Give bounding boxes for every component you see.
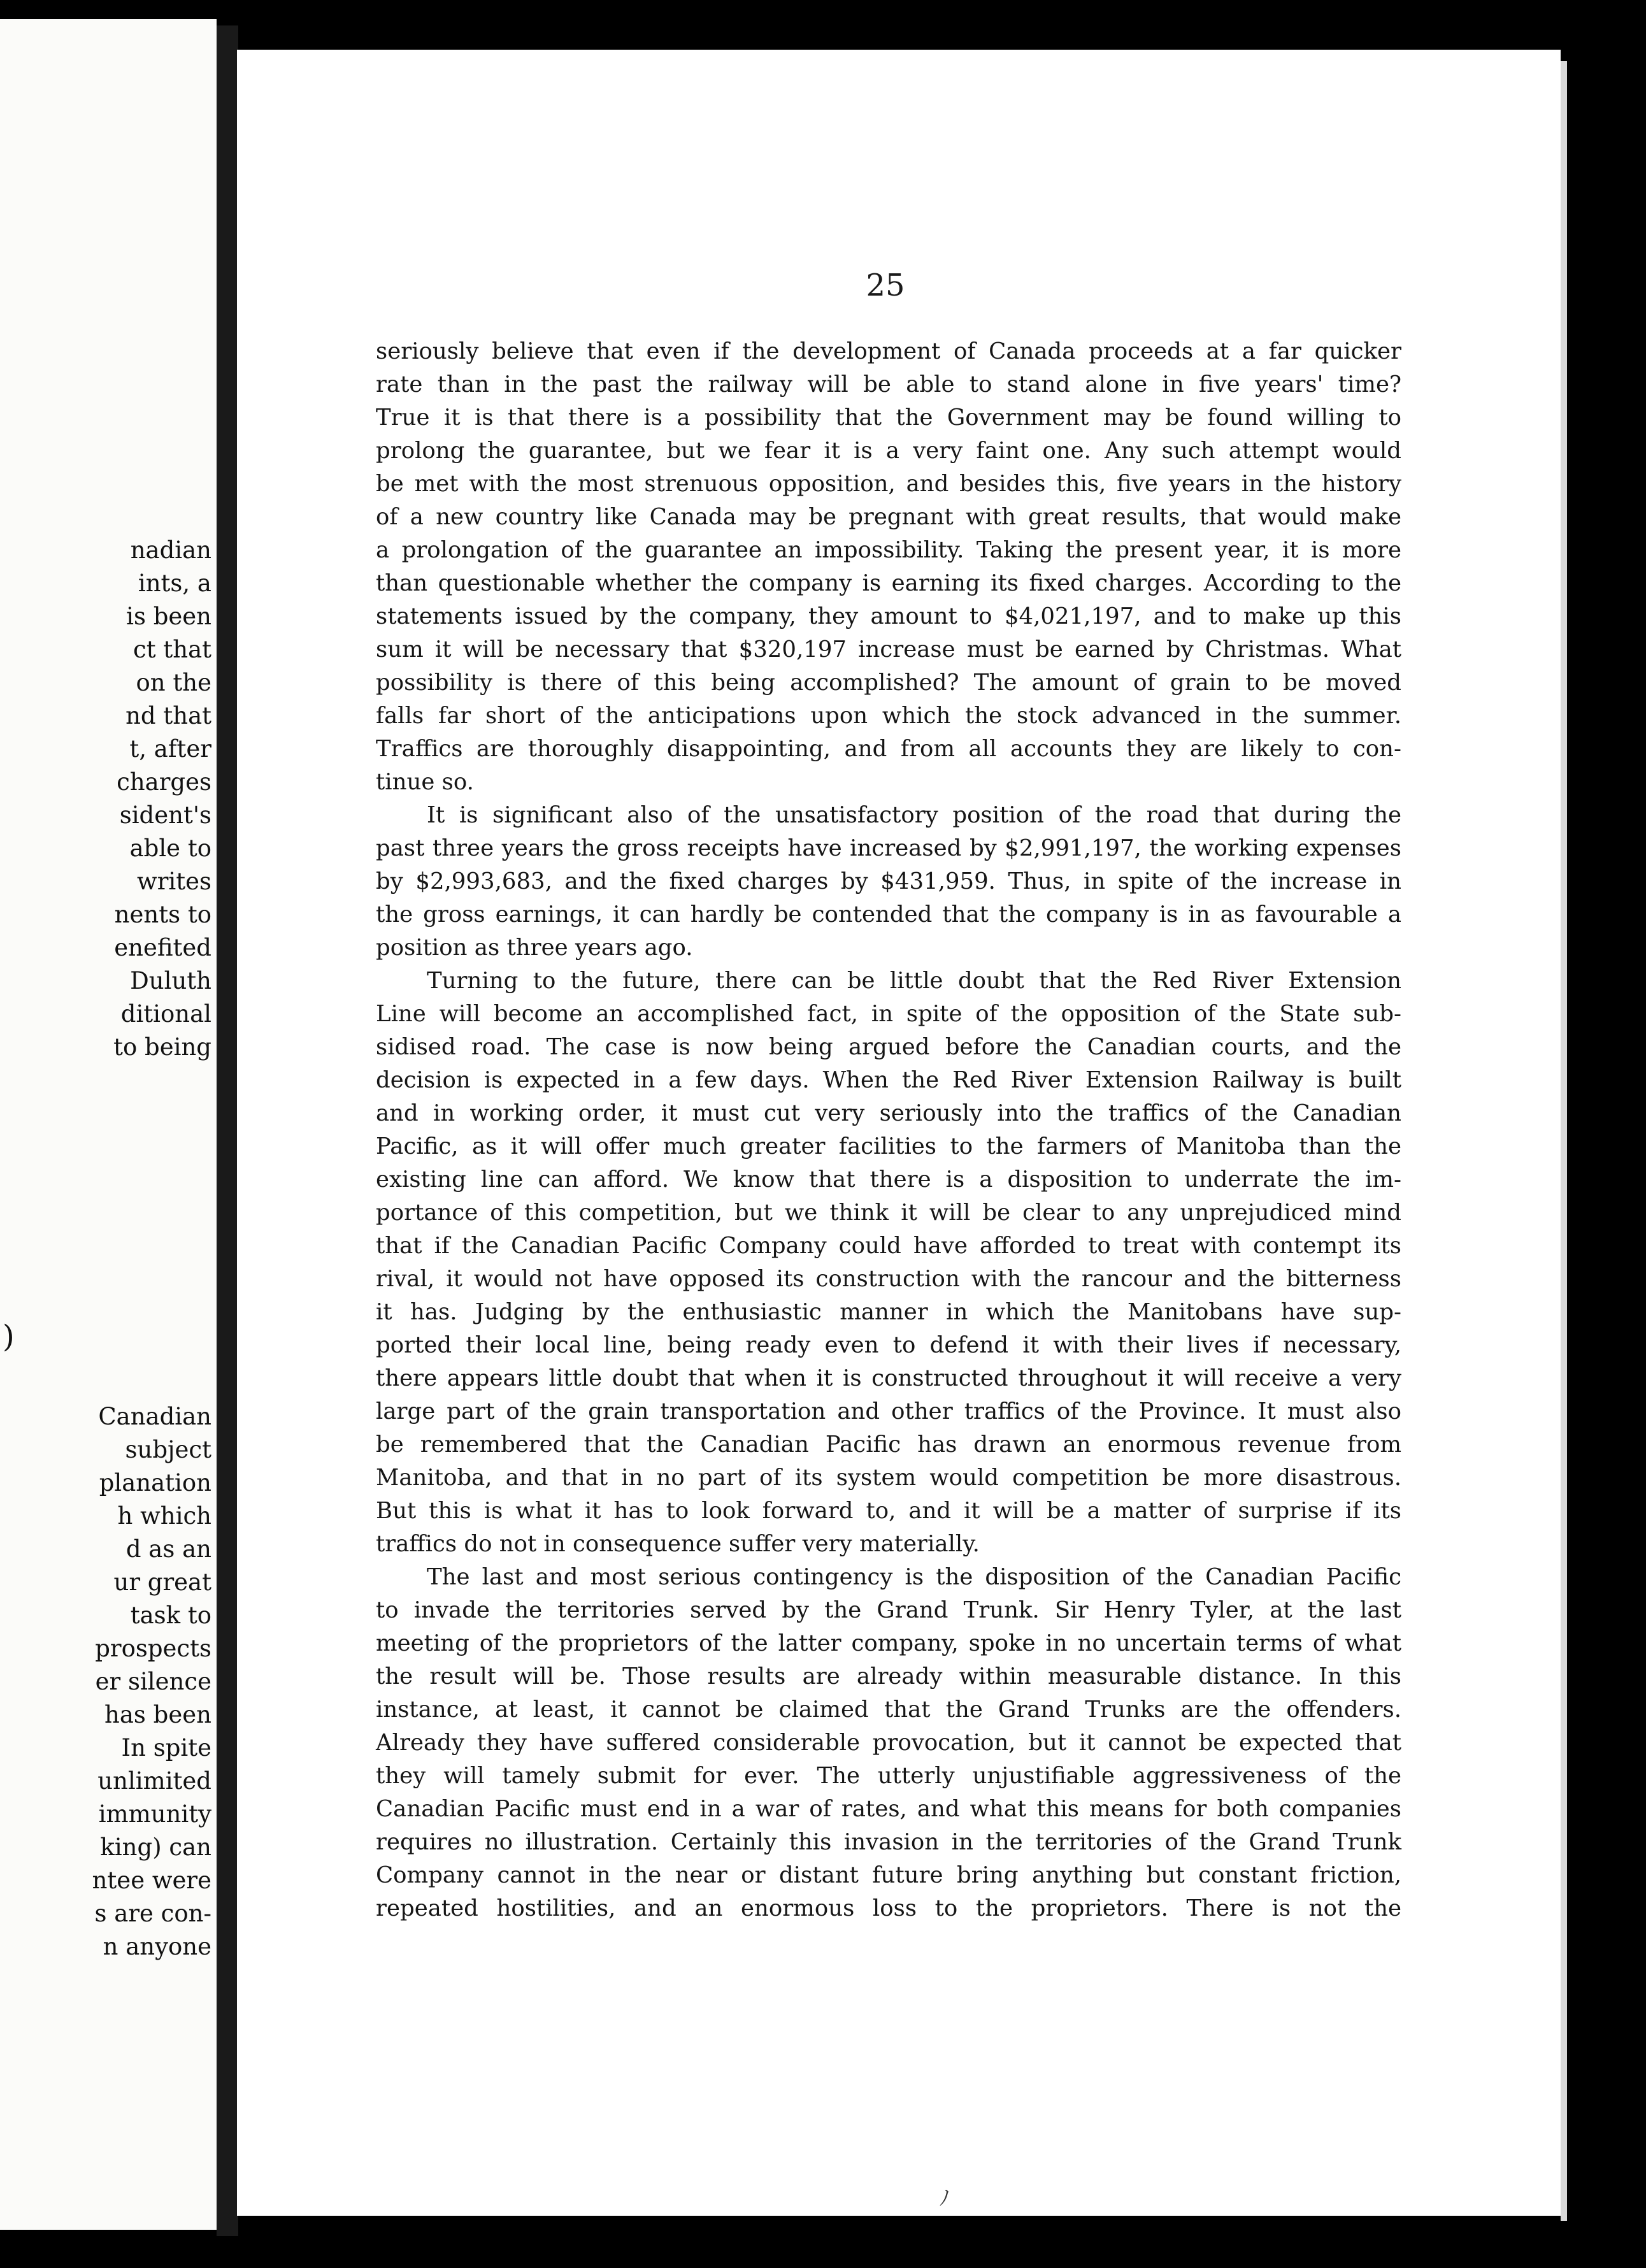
text-line: requires no illustration. Certainly this invasion in the territories of the Grand Trunk xyxy=(376,1829,1401,1855)
paragraph xyxy=(376,965,1401,1561)
paragraph xyxy=(376,799,1401,965)
text-line: True it is that there is a possibility that the Government may be found willing to xyxy=(376,405,1401,431)
text-line: Company cannot in the near or distant future bring anything but constant friction, xyxy=(376,1862,1401,1888)
text-line: rival, it would not have opposed its construction with the rancour and the bitterness xyxy=(376,1266,1401,1292)
left-page-fragment: nd that xyxy=(125,702,211,729)
text-line: portance of this competition, but we think it will be clear to any unprejudiced mind xyxy=(376,1200,1401,1226)
text-line: Traffics are thoroughly disappointing, and from all accounts they are likely to con- xyxy=(376,736,1401,762)
left-page-fragment: Canadian xyxy=(98,1403,211,1430)
text-line: possibility is there of this being accomplished? The amount of grain to be moved xyxy=(376,670,1401,696)
page-edge-shadow xyxy=(1561,61,1567,2221)
left-page-fragment: enefited xyxy=(114,934,211,961)
text-line: they will tamely submit for ever. The utterly unjustifiable aggressiveness of the xyxy=(376,1763,1401,1789)
text-line: and in working order, it must cut very seriously into the traffics of the Canadian xyxy=(376,1100,1401,1126)
left-page-fragment: n anyone xyxy=(103,1933,211,1960)
text-line: by $2,993,683, and the fixed charges by $431,959. Thus, in spite of the increase in xyxy=(376,868,1401,894)
text-line: of a new country like Canada may be pregnant with great results, that would make xyxy=(376,504,1401,530)
left-page-fragment: ints, a xyxy=(138,570,211,597)
left-page-fragment: ntee were xyxy=(92,1867,211,1894)
text-line: tinue so. xyxy=(376,769,474,795)
text-line: seriously believe that even if the development of Canada proceeds at a far quicker xyxy=(376,338,1401,364)
left-page-fragment: has been xyxy=(104,1701,211,1728)
text-line: traffics do not in consequence suffer very materially. xyxy=(376,1531,980,1557)
binding-gutter xyxy=(217,25,238,2236)
left-page-fragment: subject xyxy=(125,1436,211,1463)
left-page-fragment: prospects xyxy=(95,1635,211,1662)
text-line: instance, at least, it cannot be claimed that the Grand Trunks are the offenders. xyxy=(376,1697,1401,1723)
paragraph xyxy=(376,1561,1401,1925)
text-line: than questionable whether the company is earning its fixed charges. According to the xyxy=(376,570,1401,596)
left-page-fragment: king) can xyxy=(100,1834,211,1861)
paragraph xyxy=(376,335,1401,799)
text-line: Pacific, as it will offer much greater facilities to the farmers of Manitoba than the xyxy=(376,1133,1401,1159)
left-page-fragments-bottom xyxy=(0,1400,211,1963)
left-page-fragment: ur great xyxy=(113,1568,211,1596)
left-facing-page xyxy=(0,19,217,2230)
left-page-fragment: ditional xyxy=(120,1000,211,1028)
left-page-fragment: to being xyxy=(113,1033,211,1061)
text-line: Turning to the future, there can be little doubt that the Red River Extension xyxy=(427,968,1401,994)
text-line: the result will be. Those results are already within measurable distance. In this xyxy=(376,1663,1401,1690)
text-line: position as three years ago. xyxy=(376,935,693,961)
left-page-fragment: Duluth xyxy=(130,967,211,994)
left-page-fragment: ct that xyxy=(133,636,211,663)
left-page-mark: ) xyxy=(3,1319,15,1354)
text-line: falls far short of the anticipations upon which the stock advanced in the summer. xyxy=(376,703,1401,729)
text-line: existing line can afford. We know that there is a disposition to underrate the im- xyxy=(376,1166,1401,1193)
text-line: ported their local line, being ready even to defend it with their lives if necessary, xyxy=(376,1332,1401,1358)
text-line: meeting of the proprietors of the latter company, spoke in no uncertain terms of what xyxy=(376,1630,1401,1656)
bottom-stray-mark: ﾉ xyxy=(940,2186,950,2210)
left-page-fragment: is been xyxy=(126,603,211,630)
text-line: But this is what it has to look forward to, and it will be a matter of surprise if its xyxy=(376,1498,1401,1524)
text-line: past three years the gross receipts have increased by $2,991,197, the working expenses xyxy=(376,835,1401,861)
text-line: Manitoba, and that in no part of its system would competition be more disastrous. xyxy=(376,1465,1401,1491)
text-line: The last and most serious contingency is the disposition of the Canadian Pacific xyxy=(427,1564,1401,1590)
text-line: be remembered that the Canadian Pacific has drawn an enormous revenue from xyxy=(376,1432,1401,1458)
left-page-fragment: on the xyxy=(136,669,211,696)
left-page-fragments-top xyxy=(0,534,211,1064)
text-line: to invade the territories served by the Grand Trunk. Sir Henry Tyler, at the last xyxy=(376,1597,1401,1623)
left-page-fragment: able to xyxy=(129,835,211,862)
text-line: rate than in the past the railway will be able to stand alone in five years' time? xyxy=(376,371,1401,398)
text-line: there appears little doubt that when it is constructed throughout it will receive a very xyxy=(376,1365,1401,1391)
left-page-fragment: er silence xyxy=(95,1668,211,1695)
text-line: It is significant also of the unsatisfactory position of the road that during the xyxy=(427,802,1401,828)
left-page-fragment: d as an xyxy=(125,1535,211,1563)
left-page-fragment: unlimited xyxy=(97,1767,211,1795)
left-page-fragment: s are con- xyxy=(94,1900,211,1927)
text-line: the gross earnings, it can hardly be contended that the company is in as favourable a xyxy=(376,901,1401,928)
text-line: statements issued by the company, they amount to $4,021,197, and to make up this xyxy=(376,603,1401,629)
text-line: Line will become an accomplished fact, in spite of the opposition of the State sub- xyxy=(376,1001,1401,1027)
text-line: sidised road. The case is now being argued before the Canadian courts, and the xyxy=(376,1034,1401,1060)
text-line: prolong the guarantee, but we fear it is a very faint one. Any such attempt would xyxy=(376,438,1401,464)
left-page-fragment: In spite xyxy=(121,1734,211,1762)
text-line: sum it will be necessary that $320,197 increase must be earned by Christmas. What xyxy=(376,636,1401,663)
left-page-fragment: immunity xyxy=(98,1800,211,1828)
left-page-fragment: nents to xyxy=(114,901,211,928)
text-line: large part of the grain transportation and other traffics of the Province. It must also xyxy=(376,1398,1401,1425)
left-page-fragment: h which xyxy=(117,1502,211,1530)
left-page-fragment: t, after xyxy=(129,735,211,763)
text-line: be met with the most strenuous opposition, and besides this, five years in the history xyxy=(376,471,1401,497)
text-line: decision is expected in a few days. When the Red River Extension Railway is built xyxy=(376,1067,1401,1093)
text-line: a prolongation of the guarantee an impossibility. Taking the present year, it is more xyxy=(376,537,1401,563)
text-line: Already they have suffered considerable provocation, but it cannot be expected that xyxy=(376,1730,1401,1756)
text-line: it has. Judging by the enthusiastic manner in which the Manitobans have sup- xyxy=(376,1299,1401,1325)
left-page-fragment: charges xyxy=(117,768,211,796)
body-text xyxy=(376,335,1401,1925)
left-page-fragment: task to xyxy=(130,1602,211,1629)
text-line: that if the Canadian Pacific Company could have afforded to treat with contempt its xyxy=(376,1233,1401,1259)
text-line: Canadian Pacific must end in a war of rates, and what this means for both companies xyxy=(376,1796,1401,1822)
left-page-fragment: writes xyxy=(137,868,211,895)
left-page-fragment: nadian xyxy=(130,536,211,564)
left-page-fragment: sident's xyxy=(119,801,211,829)
page-number: 25 xyxy=(866,268,905,303)
text-line: repeated hostilities, and an enormous loss to the proprietors. There is not the xyxy=(376,1895,1401,1921)
left-page-fragment: planation xyxy=(99,1469,211,1496)
